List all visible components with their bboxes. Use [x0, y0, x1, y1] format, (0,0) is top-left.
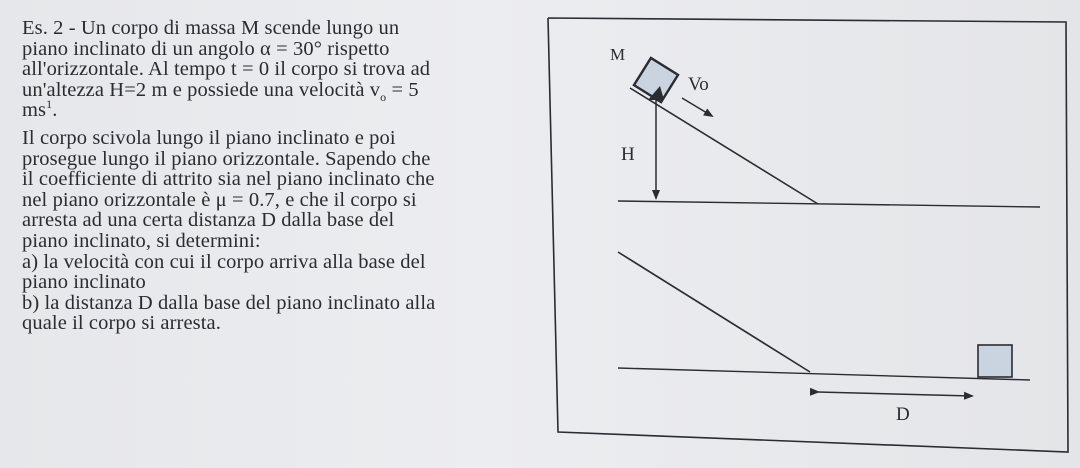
label-velocity: Vo	[688, 74, 709, 95]
upper-incline	[630, 88, 818, 204]
text-line-3: all'orizzontale. Al tempo t = 0 il corpo si trova ad	[22, 58, 431, 81]
text-line-2: piano inclinato di un angolo α = 30° rispetto	[22, 37, 390, 60]
text-line-14: b) la distanza D dalla base del piano inclinato alla	[22, 291, 436, 314]
label-height: H	[621, 144, 635, 165]
upper-ground	[618, 201, 1040, 207]
text-line-10: arresta ad una certa distanza D dalla base del	[22, 209, 395, 232]
lower-incline	[618, 252, 810, 372]
text-line-11: piano inclinato, si determini:	[22, 229, 261, 252]
unit-tail: .	[52, 99, 58, 122]
text-line-9: nel piano orizzontale è μ = 0.7, e che il corpo si	[22, 188, 417, 211]
text-line-13: piano inclinato	[22, 271, 146, 294]
unit-exponent: 1	[46, 97, 53, 112]
label-mass: M	[610, 45, 626, 64]
text-line-6: Il corpo scivola lungo il piano inclinato e poi	[22, 126, 396, 149]
velocity-subscript: o	[380, 89, 387, 104]
text-line-12: a) la velocità con cui il corpo arriva alla base del	[22, 250, 426, 273]
velocity-arrow	[682, 98, 712, 116]
text-line-8: il coefficiente di attrito sia nel piano inclinato che	[22, 168, 435, 191]
stopped-block	[978, 345, 1012, 377]
figure-frame	[548, 18, 1068, 452]
text-line-4-main: un'altezza H=2 m e possiede una velocità v	[22, 78, 381, 101]
text-line-1: Es. 2 - Un corpo di massa M scende lungo un	[22, 17, 400, 39]
text-line-7: prosegue lungo il piano orizzontale. Sapendo che	[22, 147, 431, 170]
unit-ms: ms	[22, 99, 47, 122]
distance-arrow	[818, 392, 972, 396]
lower-ground	[618, 368, 1030, 380]
label-distance: D	[896, 404, 910, 425]
velocity-value: = 5	[386, 78, 419, 101]
text-line-15: quale il corpo si arresta.	[22, 312, 221, 335]
